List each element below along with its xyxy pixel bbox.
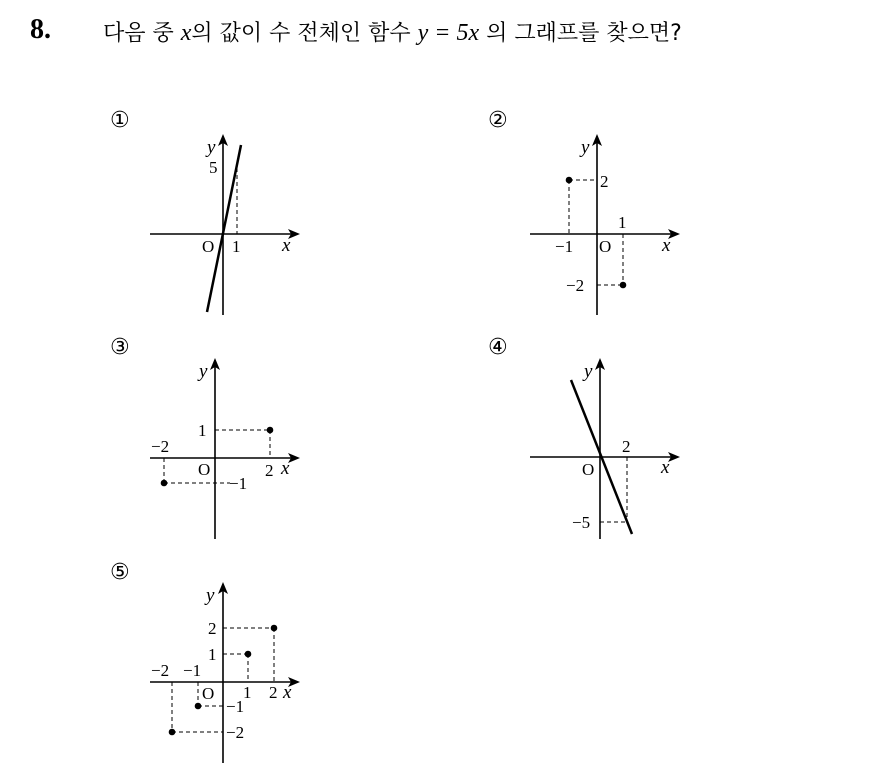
graph-point (620, 282, 627, 289)
origin-label: O (582, 460, 595, 479)
graph-point (271, 625, 278, 632)
graph-point (267, 427, 274, 434)
x-axis-label: x (661, 457, 670, 478)
choice-3-graph[interactable] (145, 352, 305, 542)
origin-label: O (202, 684, 215, 703)
choice-1-marker[interactable]: ① (110, 108, 130, 133)
tick-label: −2 (151, 661, 170, 680)
choice-3-marker[interactable]: ③ (110, 335, 130, 360)
tick-label: −1 (229, 474, 248, 493)
tick-label: 5 (209, 158, 218, 177)
question-text (103, 16, 682, 47)
choice-4-marker[interactable]: ④ (488, 335, 508, 360)
question-text-middle: 의 값이 수 전체인 함수 (191, 21, 418, 46)
graph-point (245, 651, 252, 658)
tick-label: −1 (555, 237, 574, 256)
x-axis-label: x (662, 235, 671, 256)
origin-label: O (198, 460, 211, 479)
choice-1-graph[interactable] (145, 130, 305, 320)
choice-5-marker[interactable]: ⑤ (110, 560, 130, 585)
choice-4-graph[interactable] (525, 352, 685, 542)
tick-label: −5 (572, 513, 591, 532)
graph-point (169, 729, 176, 736)
y-axis-label: y (584, 361, 593, 382)
choice-5-graph[interactable] (145, 578, 310, 763)
tick-label: 2 (622, 437, 631, 456)
graph-point (195, 703, 202, 710)
tick-label: −2 (151, 437, 170, 456)
x-axis-label: x (282, 235, 291, 256)
tick-label: −1 (183, 661, 202, 680)
x-axis-label: x (283, 682, 292, 703)
tick-label: 1 (208, 645, 217, 664)
y-axis-label: y (199, 361, 208, 382)
x-axis-label: x (281, 458, 290, 479)
tick-label: 1 (232, 237, 241, 256)
tick-label: −2 (226, 723, 245, 742)
tick-label: 2 (269, 683, 278, 702)
tick-label: 1 (198, 421, 207, 440)
tick-label: 2 (265, 461, 274, 480)
tick-label: −1 (226, 697, 245, 716)
tick-label: 2 (208, 619, 217, 638)
question-text-after: 의 그래프를 찾으면? (479, 21, 682, 46)
graph-point (161, 480, 168, 487)
question-formula: y = 5x (417, 20, 480, 46)
tick-label: 2 (600, 172, 609, 191)
tick-label: 1 (618, 213, 627, 232)
origin-label: O (599, 237, 612, 256)
y-axis-label: y (206, 585, 215, 606)
graph-point (566, 177, 573, 184)
question-variable-x: x (180, 20, 192, 46)
choice-2-graph[interactable] (525, 130, 685, 320)
question-text-before: 다음 중 (103, 21, 181, 46)
tick-label: 1 (243, 683, 252, 702)
choice-2-marker[interactable]: ② (488, 108, 508, 133)
question-number: 8. (30, 14, 51, 45)
y-axis-label: y (581, 137, 590, 158)
tick-label: −2 (566, 276, 585, 295)
y-axis-label: y (207, 137, 216, 158)
origin-label: O (202, 237, 215, 256)
